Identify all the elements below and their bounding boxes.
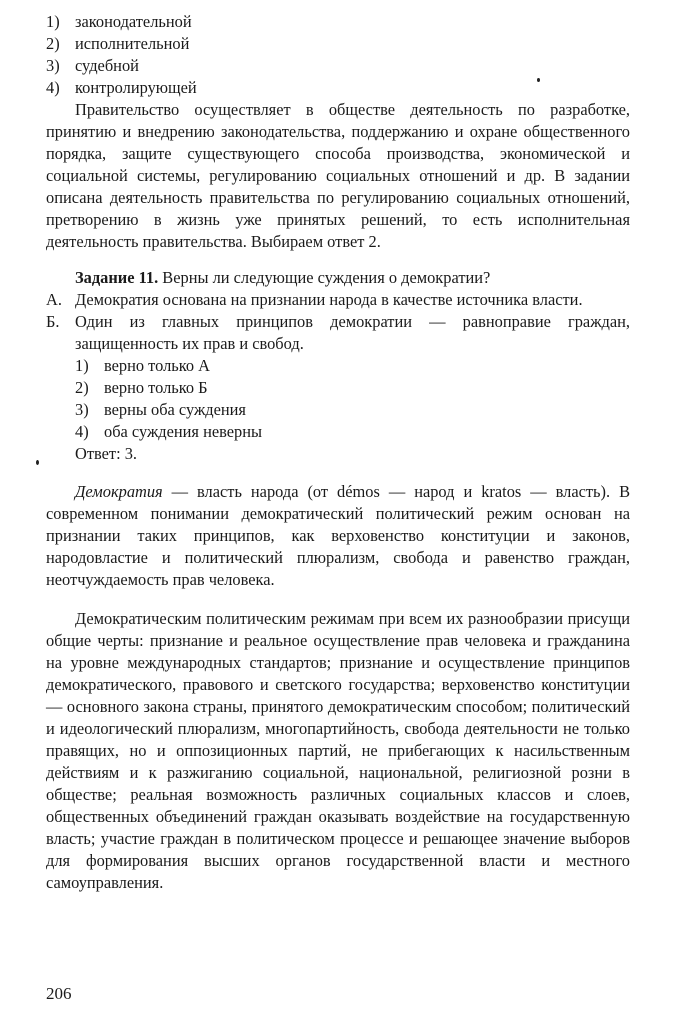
scan-speck (537, 78, 540, 82)
task-11 (46, 267, 630, 465)
statement-letter: А. (46, 290, 62, 309)
statement-text: Один из главных принципов демократии — равноправие граждан, защищенность их прав и свобод. (75, 312, 630, 353)
option-text: законодательной (75, 12, 192, 31)
list-item (46, 77, 630, 99)
definition-paragraph (46, 481, 630, 591)
document-page (46, 11, 630, 894)
option-text: исполнительной (75, 34, 190, 53)
page-number: 206 (46, 984, 72, 1003)
option-number: 1) (46, 12, 60, 31)
task-label: Задание 11. (75, 268, 159, 287)
options-list-top (46, 11, 630, 99)
answer-line: Ответ: 3. (75, 444, 138, 463)
option-number: 4) (46, 78, 60, 97)
list-item (75, 421, 630, 443)
statement-b (46, 311, 630, 355)
explanation-paragraph: Правительство осуществляет в обществе деятельность по разработке, принятию и внедрению законодательства, поддержанию и охране общественного порядка, защите существующего способа производства, экономической и социальной системы, регулированию социальных отношений и др. В задании описана деятельность правительства по регулированию социальных отношений, претворению в жизнь уже принятых решений, то есть исполнительная деятельность правительства. Выбираем ответ 2. (46, 100, 630, 251)
option-number: 3) (75, 400, 89, 419)
option-number: 1) (75, 356, 89, 375)
option-text: верны оба суждения (104, 400, 246, 419)
task-question: Верны ли следующие суждения о демократии? (158, 268, 491, 287)
option-text: судебной (75, 56, 139, 75)
features-paragraph: Демократическим политическим режимам при всем их разнообразии присущи общие черты: признание и реальное осуществление прав человека и гражданина на уровне международных стандартов; признание и осуществление принципов демократического, правового и светского государства; верховенство конституции — основного закона страны, принятого демократическим способом; политический и идеологический плюрализм, многопартийность, свобода деятельности не только правящих, но и оппозиционных партий, не прибегающих к насильственным действиям и к разжиганию социальной, национальной, религиозной розни в обществе; реальная возможность различных социальных классов и слоев, общественных объединений граждан оказывать воздействие на государственную власть; участие граждан в политическом процессе и решающее значение выборов для формирования высших органов государственной власти и местного самоуправления. (46, 608, 630, 892)
answer-options (46, 355, 630, 443)
list-item (75, 377, 630, 399)
definition-term: Демократия (75, 482, 163, 502)
option-number: 2) (46, 34, 60, 53)
option-number: 2) (75, 378, 89, 397)
list-item (46, 11, 630, 33)
list-item (46, 33, 630, 55)
statement-text: Демократия основана на признании народа в качестве источника власти. (75, 290, 583, 309)
list-item (46, 55, 630, 77)
statement-letter: Б. (46, 312, 60, 331)
list-item (75, 399, 630, 421)
definition-text: — власть народа (от démos — народ и kratos — власть). В современном понимании демократический политический режим основан на признании таких принципов, как верховенство конституции и законов, народовластие и политический плюрализм, свобода и равенство граждан, неотчуждаемость прав человека. (46, 482, 630, 590)
list-item (75, 355, 630, 377)
task-heading (46, 267, 630, 289)
option-text: оба суждения неверны (104, 422, 263, 441)
option-text: контролирующей (75, 78, 197, 97)
option-text: верно только А (104, 356, 211, 375)
scan-speck (36, 460, 39, 465)
option-number: 3) (46, 56, 60, 75)
statement-a (46, 289, 630, 311)
option-text: верно только Б (104, 378, 208, 397)
option-number: 4) (75, 422, 89, 441)
